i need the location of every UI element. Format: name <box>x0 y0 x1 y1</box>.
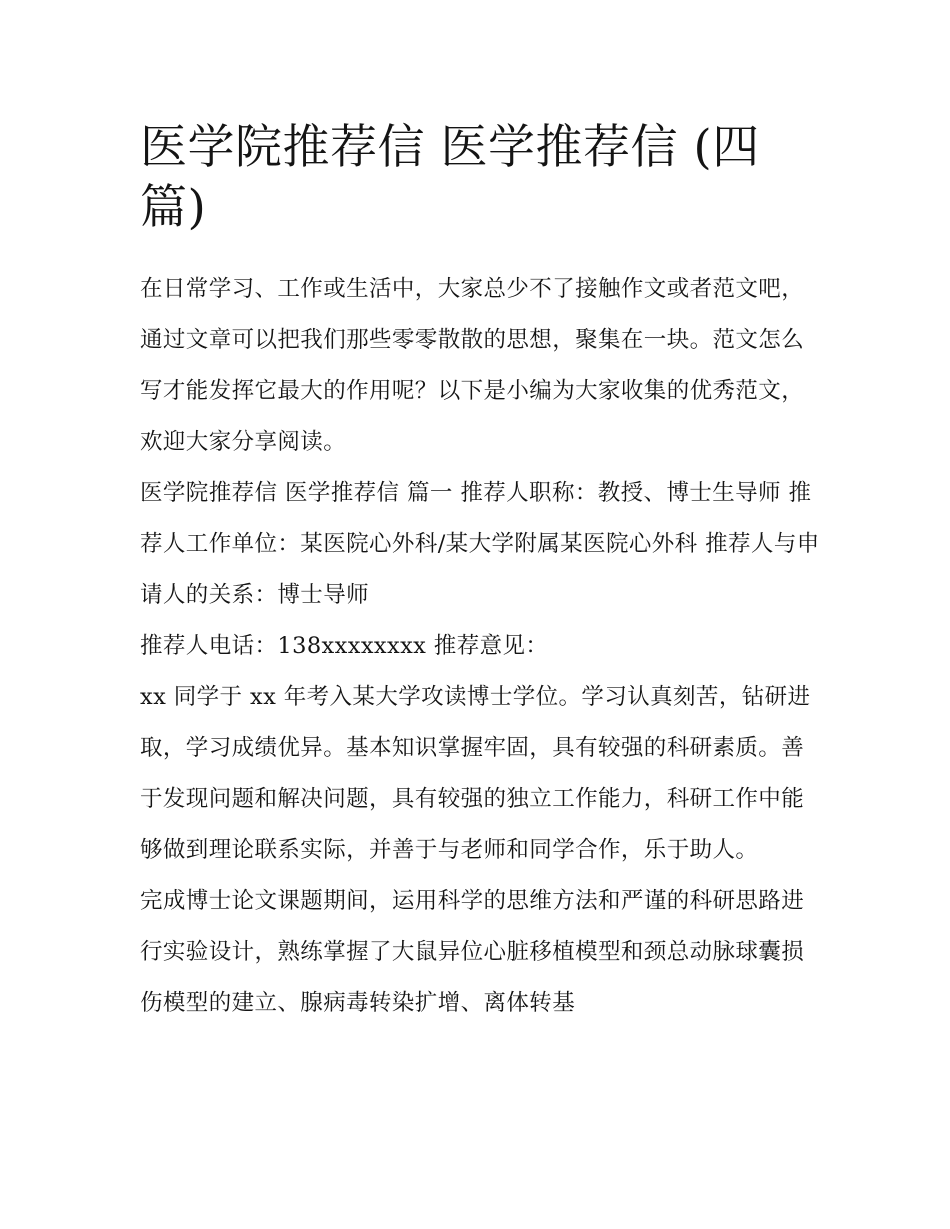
document-page <box>140 118 820 1029</box>
research-paragraph: 完成博士论文课题期间，运用科学的思维方法和严谨的科研思路进行实验设计，熟练掌握了大鼠异位心脏移植模型和颈总动脉球囊损伤模型的建立、腺病毒转染扩增、离体转基 <box>140 888 805 1016</box>
recommender-info-paragraph: 医学院推荐信 医学推荐信 篇一 推荐人职称：教授、博士生导师 推荐人工作单位：某医院心外科/某大学附属某医院心外科 推荐人与申请人的关系：博士导师 <box>140 480 820 608</box>
document-body <box>140 264 820 1029</box>
document-title: 医学院推荐信 医学推荐信 (四篇) <box>140 120 760 235</box>
recommender-phone-paragraph: 推荐人电话：138xxxxxxxx 推荐意见： <box>140 633 549 659</box>
recommendation-paragraph: xx 同学于 xx 年考入某大学攻读博士学位。学习认真刻苦，钻研进取，学习成绩优异。基本知识掌握牢固，具有较强的科研素质。善于发现问题和解决问题，具有较强的独立工作能力，科研工作中能够做到理论联系实际，并善于与老师和同学合作，乐于助人。 <box>140 684 811 863</box>
intro-paragraph: 在日常学习、工作或生活中，大家总少不了接触作文或者范文吧，通过文章可以把我们那些零零散散的思想，聚集在一块。范文怎么写才能发挥它最大的作用呢？以下是小编为大家收集的优秀范文，欢迎大家分享阅读。 <box>140 276 805 455</box>
